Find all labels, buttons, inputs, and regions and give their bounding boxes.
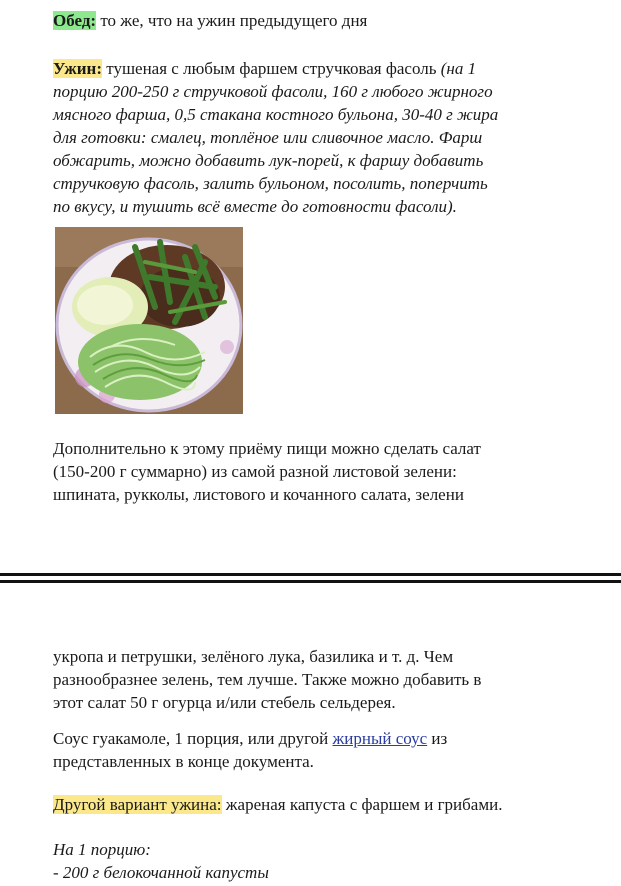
extra-line: шпината, рукколы, листового и кочанного салата, зелени bbox=[53, 485, 464, 504]
continued-line: разнообразнее зелень, тем лучше. Также можно добавить в bbox=[53, 670, 482, 689]
lunch-label: Обед: bbox=[53, 11, 97, 30]
sauce-line-2: представленных в конце документа. bbox=[53, 752, 314, 771]
dinner-text: тушеная с любым фаршем стручковая фасоль bbox=[101, 59, 441, 78]
alt-dinner-label: Другой вариант ужина: bbox=[53, 795, 222, 814]
dinner-label: Ужин: bbox=[53, 59, 102, 78]
sauce-paragraph bbox=[53, 727, 583, 773]
sauce-suffix: из bbox=[427, 729, 448, 748]
dinner-recipe-line: для готовки: смалец, топлёное или сливочное масло. Фарш bbox=[53, 128, 483, 147]
dinner-recipe-line: стручковую фасоль, залить бульоном, посолить, поперчить bbox=[53, 174, 488, 193]
lunch-text: то же, что на ужин предыдущего дня bbox=[96, 11, 368, 30]
dinner-recipe-line: обжарить, можно добавить лук-порей, к фаршу добавить bbox=[53, 151, 484, 170]
portion-block bbox=[53, 838, 583, 884]
dinner-paragraph bbox=[53, 57, 583, 218]
salad-continued-paragraph bbox=[53, 645, 583, 714]
alt-dinner-line bbox=[53, 793, 583, 816]
portion-label: На 1 порцию: bbox=[53, 840, 151, 859]
dinner-recipe-line: порцию 200-250 г стручковой фасоли, 160 г любого жирного bbox=[53, 82, 493, 101]
extra-line: (150-200 г суммарно) из самой разной листовой зелени: bbox=[53, 462, 457, 481]
dish-photo bbox=[55, 227, 243, 414]
page-break-bottom bbox=[0, 580, 621, 583]
page-break-top bbox=[0, 573, 621, 576]
continued-line: укропа и петрушки, зелёного лука, базилика и т. д. Чем bbox=[53, 647, 454, 666]
extra-line: Дополнительно к этому приёму пищи можно сделать салат bbox=[53, 439, 481, 458]
dinner-recipe-line: мясного фарша, 0,5 стакана костного бульона, 30-40 г жира bbox=[53, 105, 499, 124]
extra-salad-paragraph bbox=[53, 437, 583, 506]
dinner-recipe-line: (на 1 bbox=[440, 59, 477, 78]
dinner-recipe-line: по вкусу, и тушить всё вместе до готовности фасоли). bbox=[53, 197, 457, 216]
sauce-prefix: Соус гуакамоле, 1 порция, или другой bbox=[53, 729, 333, 748]
fatty-sauce-link[interactable]: жирный соус bbox=[332, 729, 428, 748]
continued-line: этот салат 50 г огурца и/или стебель сельдерея. bbox=[53, 693, 396, 712]
portion-item: - 200 г белокочанной капусты bbox=[53, 863, 269, 882]
lunch-line bbox=[53, 9, 583, 32]
alt-dinner-text: жареная капуста с фаршем и грибами. bbox=[221, 795, 503, 814]
dish-illustration bbox=[55, 227, 243, 414]
